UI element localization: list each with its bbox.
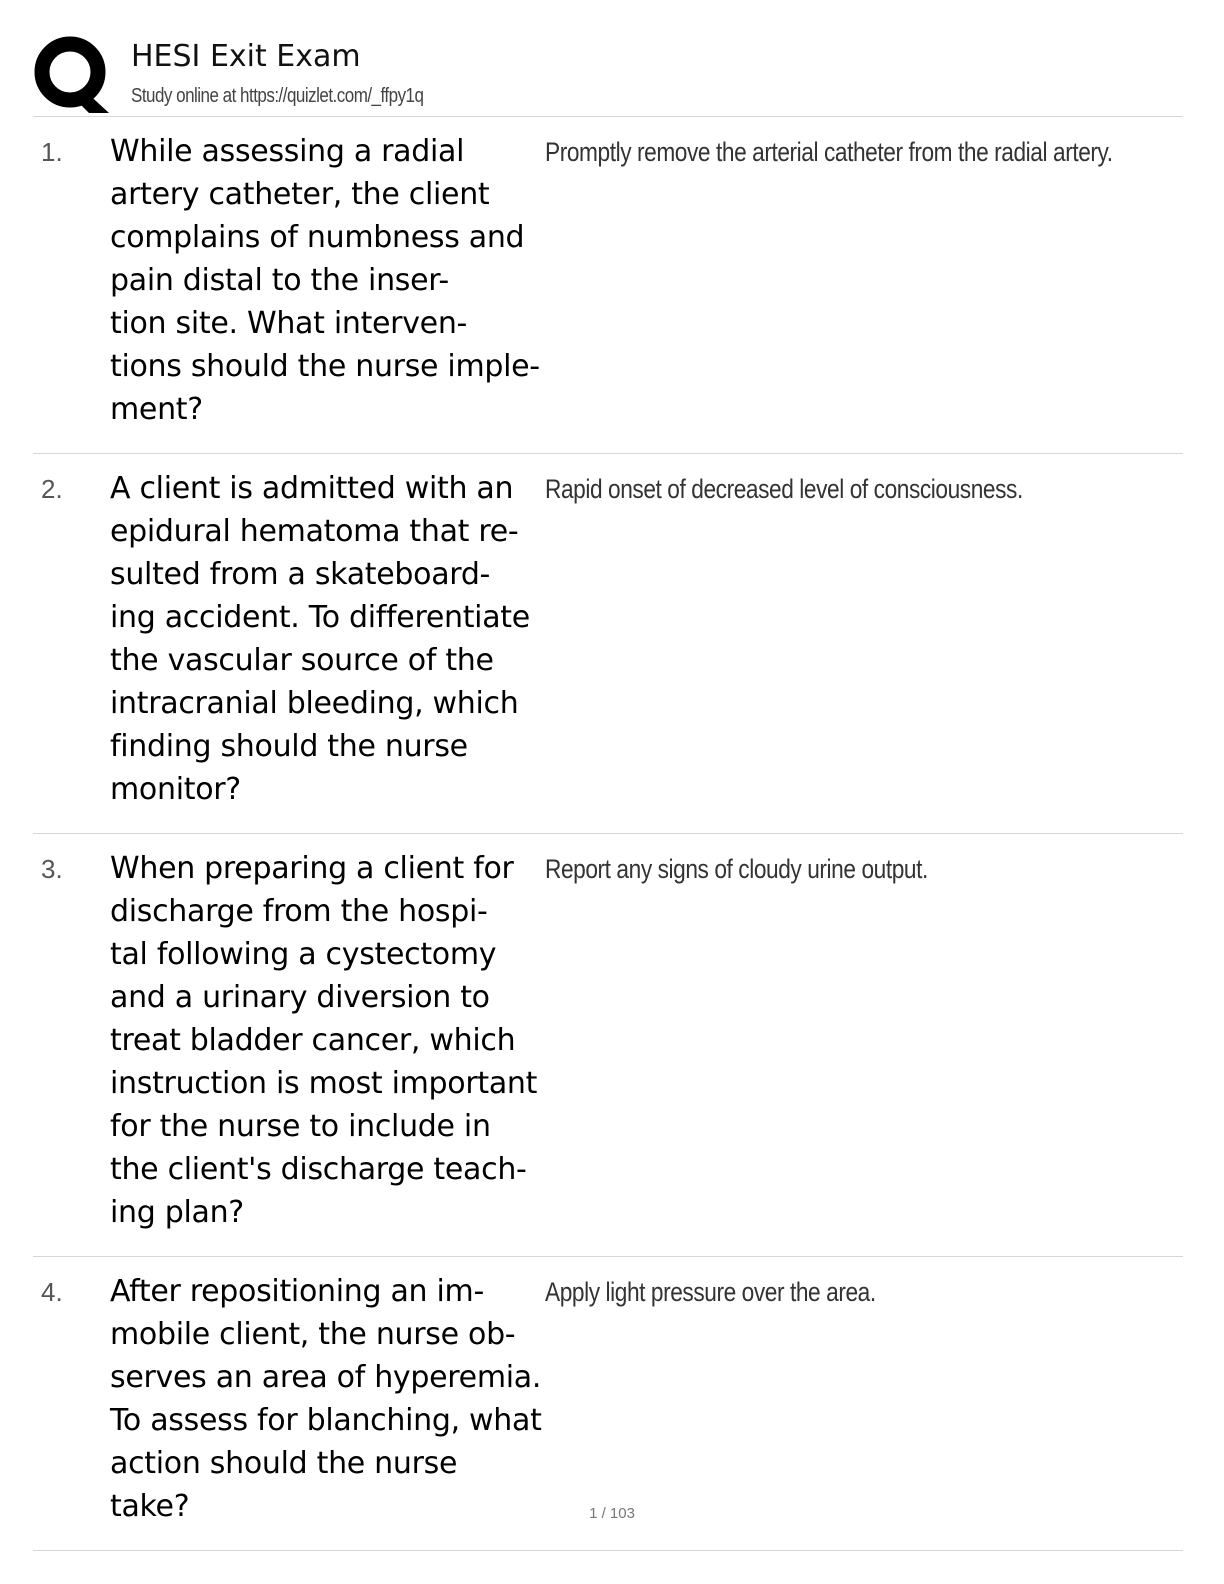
flashcard xyxy=(33,117,1183,454)
card-definition: Apply light pressure over the area. xyxy=(545,1277,876,1307)
card-term: While assessing a radial artery catheter, the client complains of numbness and pain distal to the inser- tion site. What interven- tions should the nurse imple- ment? xyxy=(110,134,540,427)
document-header xyxy=(33,33,1183,117)
card-number: 2. xyxy=(41,474,63,504)
quizlet-q-logo-icon xyxy=(33,35,111,113)
card-definition: Promptly remove the arterial catheter from the radial artery. xyxy=(545,137,1113,167)
flashcard-list xyxy=(33,117,1183,1551)
study-online-link-text: Study online at https://quizlet.com/_ffpy1q xyxy=(131,85,424,107)
page-number: 1 / 103 xyxy=(589,1505,635,1522)
document-title: HESI Exit Exam xyxy=(131,39,361,74)
card-number: 4. xyxy=(41,1277,63,1307)
card-term: After repositioning an im- mobile client, the nurse ob- serves an area of hyperemia. To assess for blanching, what action should the nurse take? xyxy=(110,1274,542,1524)
card-term: When preparing a client for discharge from the hospi- tal following a cystectomy and a urinary diversion to treat bladder cancer, which instruction is most important for the nurse to include in the client's discharge teach- ing plan? xyxy=(110,851,538,1230)
card-number: 1. xyxy=(41,137,63,167)
card-definition: Report any signs of cloudy urine output. xyxy=(545,854,928,884)
card-definition: Rapid onset of decreased level of consciousness. xyxy=(545,474,1023,504)
flashcard xyxy=(33,454,1183,834)
card-number: 3. xyxy=(41,854,63,884)
card-term: A client is admitted with an epidural hematoma that re- sulted from a skateboard- ing accident. To differentiate the vascular source of the intracranial bleeding, which finding should the nurse monitor? xyxy=(110,471,530,807)
flashcard xyxy=(33,834,1183,1257)
